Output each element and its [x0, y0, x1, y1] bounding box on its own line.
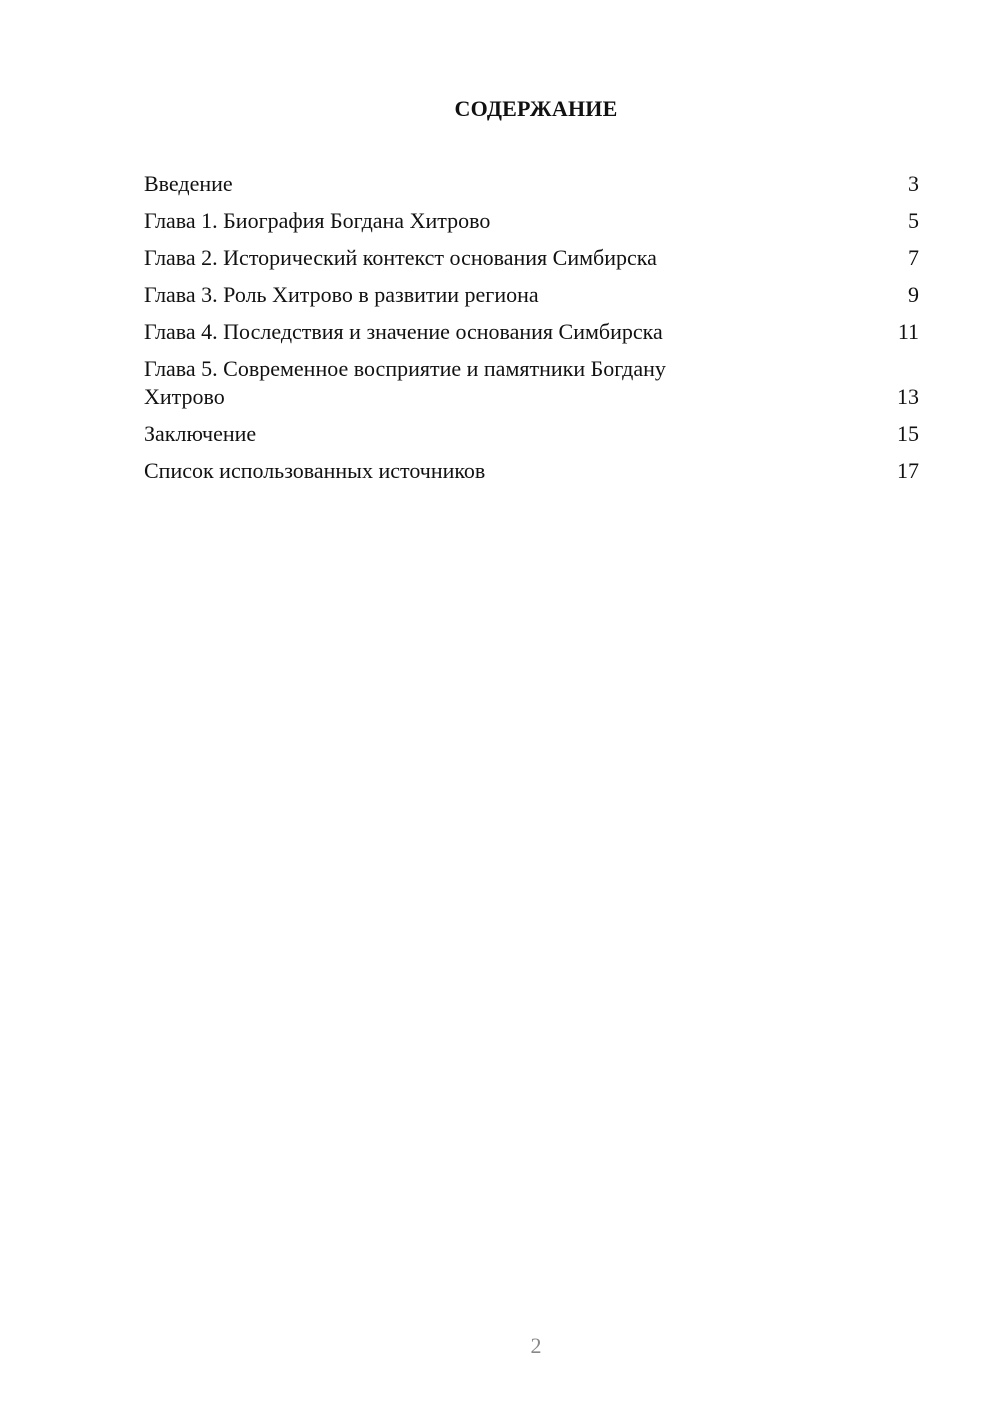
- toc-entry: [144, 281, 919, 309]
- toc-entry-page: 5: [908, 208, 919, 233]
- toc-entry-page: 13: [897, 384, 919, 409]
- toc-entry-label: Список использованных источников: [144, 458, 486, 483]
- toc-entry-label: Глава 5. Современное восприятие и памятники Богдану Хитрово: [144, 356, 666, 409]
- toc-entry: [144, 318, 919, 346]
- toc-entry-page: 17: [897, 458, 919, 483]
- toc-entry: [144, 244, 919, 272]
- toc-entry-label: Глава 2. Исторический контекст основания Симбирска: [144, 245, 657, 270]
- toc-entry-page: 7: [908, 245, 919, 270]
- toc-entry-label: Глава 1. Биография Богдана Хитрово: [144, 208, 491, 233]
- page-number: 2: [530, 1333, 542, 1358]
- toc-title: СОДЕРЖАНИЕ: [454, 96, 618, 121]
- toc-entry: [144, 170, 919, 198]
- toc-entry-page: 11: [897, 319, 919, 344]
- toc-entry-label: Глава 3. Роль Хитрово в развитии региона: [144, 282, 539, 307]
- table-of-contents: [144, 170, 919, 494]
- toc-entry: [144, 207, 919, 235]
- toc-entry-page: 9: [908, 282, 919, 307]
- toc-entry-page: 3: [908, 171, 919, 196]
- toc-entry: [144, 457, 919, 485]
- toc-entry-page: 15: [897, 421, 919, 446]
- toc-entry: [144, 420, 919, 448]
- toc-entry: [144, 355, 919, 411]
- toc-entry-label: Введение: [144, 171, 233, 196]
- toc-entry-label: Заключение: [144, 421, 257, 446]
- toc-entry-label: Глава 4. Последствия и значение основания Симбирска: [144, 319, 663, 344]
